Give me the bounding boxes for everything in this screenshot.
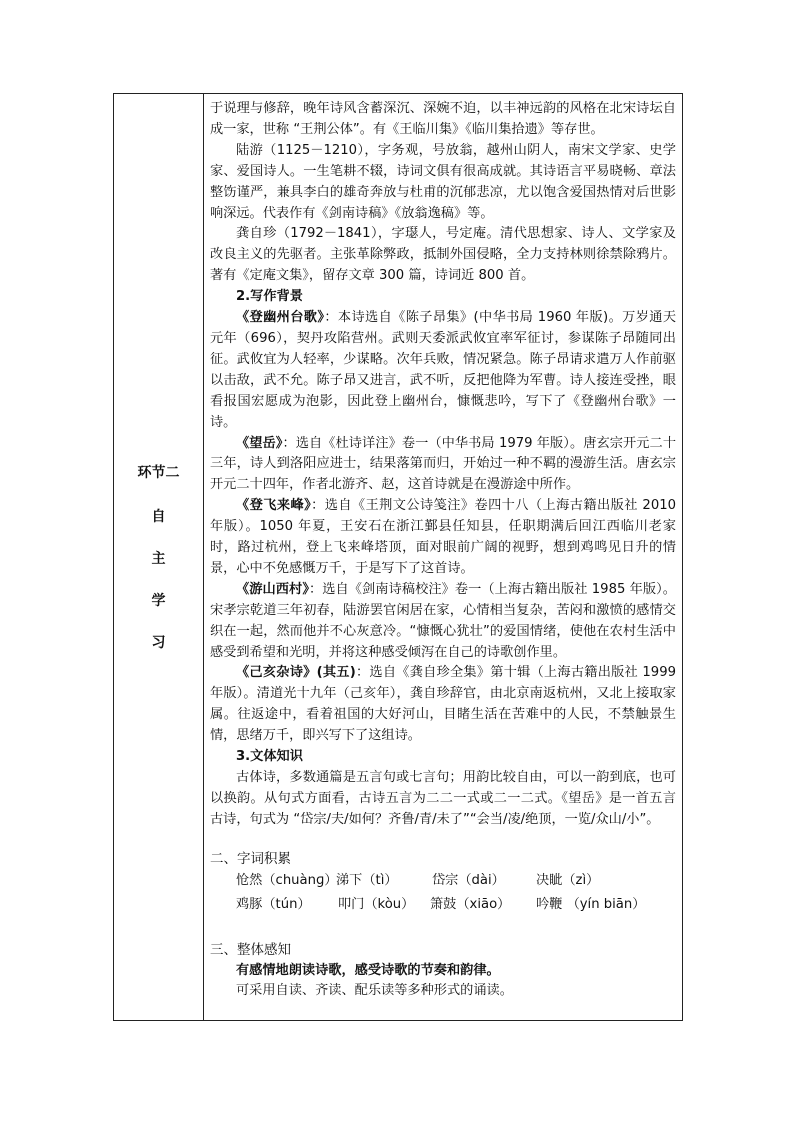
stage-char: 学 xyxy=(151,593,166,609)
poem-title: 《游山西村》 xyxy=(236,581,309,597)
vocab-item: 涕下（tì） xyxy=(336,873,398,889)
poem-title: 《登飞来峰》 xyxy=(236,498,312,514)
overview-task: 有感情地朗读诗歌，感受诗歌的节奏和韵律。 xyxy=(236,962,500,978)
author-paragraph: 于说理与修辞，晚年诗风含蓄深沉、深婉不迫，以丰神远韵的风格在北宋诗坛自成一家，世称 “王荆公体”。有《王临川集》《临川集拾遗》等存世。 xyxy=(210,101,676,137)
poem-title: 《己亥杂诗》(其五) xyxy=(236,665,356,681)
background-item xyxy=(210,434,676,497)
background-item xyxy=(210,580,676,664)
poem-title: 《登幽州台歌》 xyxy=(236,310,325,326)
background-item xyxy=(210,496,676,580)
background-text: ：选自《杜诗详注》卷一（中华书局 1979 年版）。唐玄宗开元二十三年，诗人到洛阳应进士，结果落第而归，开始过一种不羁的漫游生活。唐玄宗开元二十四年，作者北游齐、赵，这首诗就是在漫游途中所作。 xyxy=(210,435,677,493)
background-text: ：选自《王荆文公诗笺注》卷四十八（上海古籍出版社 2010 年版）。1050 年夏，王安石在浙江鄞县任知县，任职期满后回江西临川老家时，路过杭州，登上飞来峰塔顶，面对眼前广阔的视野，想到鸡鸣见日升的情景，心中不免感慨万千，于是写下了这首诗。 xyxy=(210,498,676,576)
vocab-item: 箫鼓（xiāo） xyxy=(430,897,511,913)
background-text: ：选自《龚自珍全集》第十辑（上海古籍出版社 1999 年版）。清道光十九年（己亥年），龚自珍辞官，由北京南返杭州，又北上接取家属。往返途中，看着祖国的大好河山，目睹生活在苦难中的人民，不禁触景生情，思绪万千，即兴写下了这组诗。 xyxy=(210,665,676,744)
vocab-item: 决眦（zì） xyxy=(536,873,600,889)
background-text: ：本诗选自《陈子昂集》(中华书局 1960 年版)。万岁通天元年（696），契丹攻陷营州。武则天委派武攸宜率军征讨，参谋陈子昂随同出征。武攸宜为人轻率，少谋略。次年兵败，情况紧急。陈子昂请求遣万人作前驱以击敌，武不允。陈子昂又进言，武不听，反把他降为军曹。诗人接连受挫，眼看报国宏愿成为泡影，因此登上幽州台，慷慨悲吟，写下了《登幽州台歌》一诗。 xyxy=(210,310,676,430)
vocab-item: 怆然（chuànɡ） xyxy=(236,873,338,889)
vocab-item: 鸡豚（tún） xyxy=(236,897,311,913)
author-paragraph: 陆游（1125－1210），字务观，号放翁，越州山阴人，南宋文学家、史学家、爱国诗人。一生笔耕不辍，诗词文俱有很高成就。其诗语言平易晓畅、章法整饬谨严，兼具李白的雄奇奔放与杜甫的沉郁悲凉，尤以饱含爱国热情对后世影响深远。代表作有《剑南诗稿》《放翁逸稿》等。 xyxy=(210,142,676,221)
genre-heading: 3.文体知识 xyxy=(236,749,303,765)
genre-paragraph: 古体诗，多数通篇是五言句或七言句；用韵比较自由，可以一韵到底，也可以换韵。从句式方面看，古诗五言为二二一式或二一二式。《望岳》是一首五言古诗，句式为 “岱宗/夫/如何？齐鲁/青/未了”“会当/凌/绝顶，一览/众山/小”。 xyxy=(210,770,676,827)
vocab-item: 岱宗（dài） xyxy=(432,873,505,889)
background-item xyxy=(210,308,676,433)
vocab-row xyxy=(210,870,676,894)
poem-title: 《望岳》 xyxy=(236,435,283,451)
author-paragraph: 龚自珍（1792－1841），字璱人，号定庵。清代思想家、诗人、文学家及改良主义的先驱者。主张革除弊政，抵制外国侵略，全力支持林则徐禁除鸦片。著有《定庵文集》，留存文章 300 篇，诗词近 800 首。 xyxy=(210,226,676,284)
stage-char: 主 xyxy=(151,551,166,567)
vocab-item: 叩门（kòu） xyxy=(338,897,415,913)
overview-note: 可采用自读、齐读、配乐读等多种形式的诵读。 xyxy=(236,983,513,999)
lesson-table xyxy=(113,93,683,1021)
background-heading: 2.写作背景 xyxy=(236,289,303,305)
background-text: ：选自《剑南诗稿校注》卷一（上海古籍出版社 1985 年版）。宋孝宗乾道三年初春，陆游罢官闲居在家，心情相当复杂，苦闷和激愤的感情交织在一起，然而他并不心灰意冷。“慷慨心犹壮”的爱国情绪，使他在农村生活中感受到希望和光明，并将这种感受倾泻在自己的诗歌创作里。 xyxy=(210,581,676,660)
background-item xyxy=(210,663,676,747)
vocab-item: 吟鞭 （yín biān） xyxy=(536,897,646,913)
vocab-heading: 二、字词积累 xyxy=(210,850,291,867)
stage-label-cell xyxy=(114,94,204,1021)
stage-char: 习 xyxy=(151,635,166,651)
vocab-row xyxy=(210,894,676,918)
content-cell xyxy=(204,94,683,1021)
stage-char: 自 xyxy=(151,509,166,525)
overview-heading: 三、整体感知 xyxy=(210,941,291,958)
stage-label: 环节二 xyxy=(137,465,180,481)
